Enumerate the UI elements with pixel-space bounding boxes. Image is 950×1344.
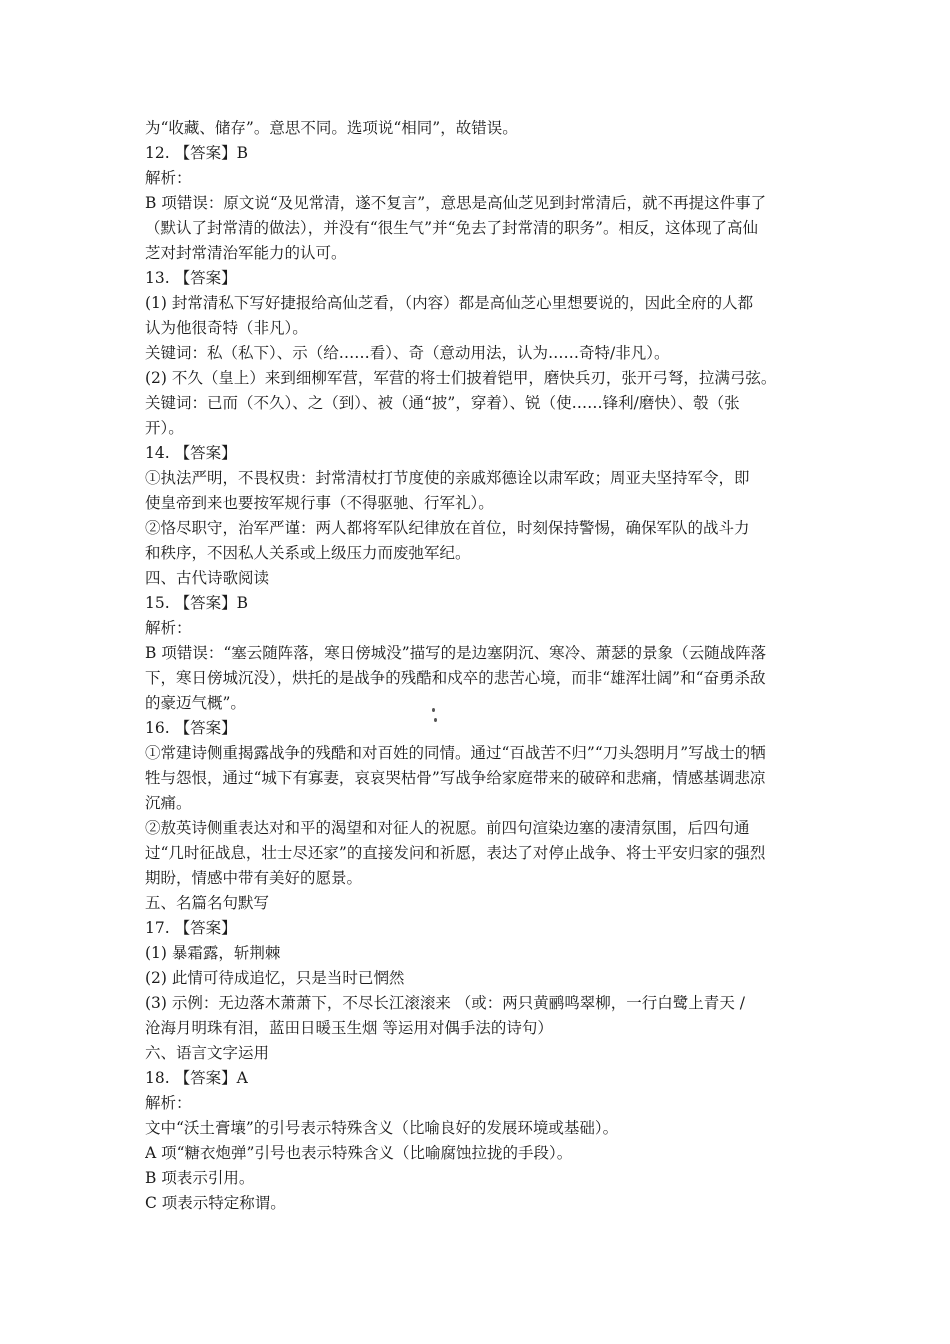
text-line: ②敖英诗侧重表达对和平的渴望和对征人的祝愿。前四句渲染边塞的凄清氛围，后四句通 [145, 819, 750, 837]
text-line: ①常建诗侧重揭露战争的残酷和对百姓的同情。通过“百战苦不归”“刀头怨明月”写战士的牺 [145, 744, 766, 762]
text-line: 期盼，情感中带有美好的愿景。 [145, 869, 363, 887]
text-line: B 项错误：原文说“及见常清，遂不复言”，意思是高仙芝见到封常清后，就不再提这件事了 [145, 194, 767, 212]
analysis-label: 解析： [145, 1094, 192, 1112]
text-line: ②恪尽职守，治军严谨：两人都将军队纪律放在首位，时刻保持警惕，确保军队的战斗力 [145, 519, 750, 537]
text-line: （默认了封常清的做法），并没有“很生气”并“免去了封常清的职务”。相反，这体现了高仙 [145, 219, 758, 237]
answer-heading-17: 17. 【答案】 [145, 919, 237, 937]
text-line: 关键词：私（私下）、示（给……看）、奇（意动用法，认为……奇特/非凡）。 [145, 344, 670, 362]
answer-heading-13: 13. 【答案】 [145, 269, 237, 287]
document-page [145, 116, 810, 1216]
text-line: C 项表示特定称谓。 [145, 1194, 286, 1212]
text-line: (2) 此情可待成追忆，只是当时已惘然 [145, 969, 405, 987]
text-line: 使皇帝到来也要按军规行事（不得驱驰、行军礼）。 [145, 494, 494, 512]
text-line: 沉痛。 [145, 794, 192, 812]
section-heading-6: 六、语言文字运用 [145, 1044, 270, 1062]
text-line: 开）。 [145, 419, 184, 437]
text-line: 沧海月明珠有泪，蓝田日暖玉生烟 等运用对偶手法的诗句） [145, 1019, 553, 1037]
answer-heading-15: 15. 【答案】B [145, 594, 248, 612]
answer-heading-14: 14. 【答案】 [145, 444, 237, 462]
text-line: (1) 暴霜露，斩荆棘 [145, 944, 281, 962]
answer-heading-18: 18. 【答案】A [145, 1069, 248, 1087]
text-line: 认为他很奇特（非凡）。 [145, 319, 308, 337]
text-line: 关键词：已而（不久）、之（到）、被（通“披”，穿着）、锐（使……锋利/磨快）、彀（张 [145, 394, 740, 412]
text-line: (2) 不久（皇上）来到细柳军营，军营的将士们披着铠甲，磨快兵刃，张开弓弩，拉满弓弦。 [145, 369, 777, 387]
text-line: 牲与怨恨，通过“城下有寡妻，哀哀哭枯骨”写战争给家庭带来的破碎和悲痛，情感基调悲凉 [145, 769, 766, 787]
scan-speck [432, 708, 438, 726]
analysis-label: 解析： [145, 619, 192, 637]
text-line: 芝对封常清治军能力的认可。 [145, 244, 347, 262]
text-line: 和秩序，不因私人关系或上级压力而废弛军纪。 [145, 544, 471, 562]
text-line: A 项“糖衣炮弹”引号也表示特殊含义（比喻腐蚀拉拢的手段）。 [145, 1144, 573, 1162]
text-line: ①执法严明，不畏权贵：封常清杖打节度使的亲戚郑德诠以肃军政；周亚夫坚持军令，即 [145, 469, 750, 487]
section-heading-4: 四、古代诗歌阅读 [145, 569, 270, 587]
section-heading-5: 五、名篇名句默写 [145, 894, 270, 912]
text-line: 文中“沃土膏壤”的引号表示特殊含义（比喻良好的发展环境或基础）。 [145, 1119, 619, 1137]
answer-heading-16: 16. 【答案】 [145, 719, 237, 737]
text-line: B 项错误：“塞云随阵落，寒日傍城没”描写的是边塞阴沉、寒冷、萧瑟的景象（云随战阵落 [145, 644, 767, 662]
answer-heading-12: 12. 【答案】B [145, 144, 248, 162]
text-line: 为“收藏、储存”。意思不同。选项说“相同”，故错误。 [145, 119, 518, 137]
text-line: (1) 封常清私下写好捷报给高仙芝看，（内容）都是高仙芝心里想要说的，因此全府的人都 [145, 294, 754, 312]
text-line: (3) 示例：无边落木萧萧下，不尽长江滚滚来 （或：两只黄鹂鸣翠柳，一行白鹭上青天 / [145, 994, 745, 1012]
analysis-label: 解析： [145, 169, 192, 187]
text-line: 过“几时征战息，壮士尽还家”的直接发问和祈愿，表达了对停止战争、将士平安归家的强烈 [145, 844, 766, 862]
text-line: B 项表示引用。 [145, 1169, 255, 1187]
text-line: 的豪迈气概”。 [145, 694, 246, 712]
text-line: 下，寒日傍城沉没），烘托的是战争的残酷和戍卒的悲苦心境，而非“雄浑壮阔”和“奋勇杀敌 [145, 669, 766, 687]
